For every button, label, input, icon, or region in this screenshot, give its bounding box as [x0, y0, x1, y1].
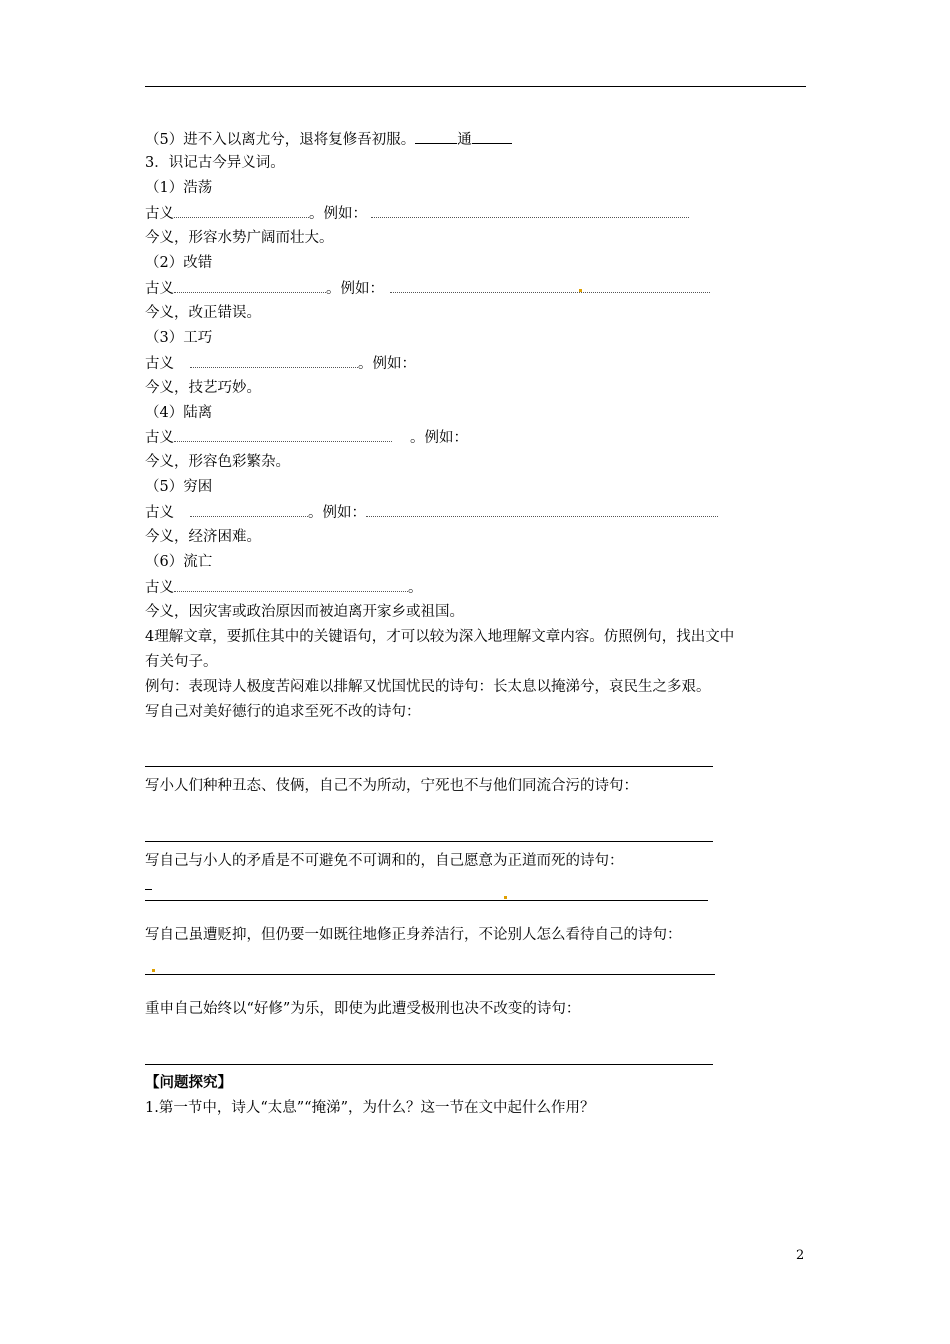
item5-blank-2[interactable] [472, 129, 512, 144]
ink-mark [579, 289, 582, 292]
header-rule [145, 86, 806, 87]
q4-intro-line1: 4理解文章，要抓住其中的关键语句，才可以较为深入地理解文章内容。仿照例句，找出文中 [145, 629, 735, 645]
page-number: 2 [796, 1248, 805, 1263]
term-5-head: （5）穷困 [145, 479, 213, 495]
term-2-head: （2）改错 [145, 255, 213, 271]
ink-mark [152, 969, 155, 972]
answer-line-2[interactable] [145, 841, 713, 842]
q4-prompt-5: 重申自己始终以“好修”为乐，即使为此遭受极刑也决不改变的诗句： [145, 1001, 581, 1017]
term-2-li-blank[interactable] [390, 279, 710, 293]
answer-line-5[interactable] [145, 1064, 713, 1065]
gu-label: 古义 [145, 206, 174, 222]
explore-title: 【问题探究】 [145, 1075, 232, 1091]
term-3-gu-line: 古义 。例如： [145, 356, 416, 372]
answer-line-1[interactable] [145, 766, 713, 767]
term-2-jin: 今义，改正错误。 [145, 305, 261, 321]
q4-prompt-4: 写自己虽遭贬抑，但仍要一如既往地修正身养洁行，不论别人怎么看待自己的诗句： [145, 927, 682, 943]
answer-line-3-stub [145, 889, 152, 890]
term-5-gu-line: 古义 。例如： [145, 503, 718, 522]
q4-prompt-2: 写小人们种种丑态、伎俩，自己不为所动，宁死也不与他们同流合污的诗句： [145, 778, 638, 794]
q4-prompt-1: 写自己对美好德行的追求至死不改的诗句： [145, 704, 421, 720]
term-5-li-blank[interactable] [366, 503, 718, 517]
item5-blank-1[interactable] [415, 129, 457, 144]
q4-prompt-3: 写自己与小人的矛盾是不可避免不可调和的，自己愿意为正道而死的诗句： [145, 853, 624, 869]
term-5-jin: 今义，经济困难。 [145, 529, 261, 545]
q3-title: 3．识记古今异义词。 [145, 155, 285, 171]
term-1-gu-line [145, 204, 689, 223]
term-4-gu-line: 古义 。例如： [145, 430, 468, 446]
term-1-jin: 今义，形容水势广阔而壮大。 [145, 230, 334, 246]
term-5-gu-blank[interactable] [190, 503, 308, 517]
term-1-gu-blank[interactable] [174, 204, 309, 218]
term-3-head: （3）工巧 [145, 330, 213, 346]
li-label: 。例如： [309, 206, 367, 222]
q4-intro-line2: 有关句子。 [145, 654, 218, 670]
explore-question-1: 1.第一节中，诗人“太息”“掩涕”，为什么？这一节在文中起什么作用？ [145, 1100, 595, 1116]
term-6-gu-line: 古义 。 [145, 580, 423, 596]
term-3-gu-blank[interactable] [190, 354, 358, 368]
ink-mark [504, 896, 507, 899]
term-4-head: （4）陆离 [145, 405, 213, 421]
term-1-li-blank[interactable] [371, 204, 689, 218]
term-2-gu-blank[interactable] [174, 279, 326, 293]
q4-example: 例句：表现诗人极度苦闷难以排解又忧国忧民的诗句：长太息以掩涕兮，哀民生之多艰。 [145, 679, 711, 695]
term-6-gu-blank[interactable] [174, 578, 408, 592]
answer-line-3[interactable] [145, 900, 708, 901]
term-3-jin: 今义，技艺巧妙。 [145, 380, 261, 396]
term-1-head: （1）浩荡 [145, 180, 213, 196]
answer-line-4[interactable] [145, 974, 715, 975]
term-4-gu-blank[interactable] [174, 428, 392, 442]
item5-text: （5）进不入以离尤兮，退将复修吾初服。 [145, 132, 416, 148]
item5-tong: 通 [457, 132, 472, 148]
item5-line [145, 129, 512, 149]
term-6-head: （6）流亡 [145, 554, 213, 570]
term-4-jin: 今义，形容色彩繁杂。 [145, 454, 290, 470]
term-6-jin: 今义，因灾害或政治原因而被迫离开家乡或祖国。 [145, 604, 464, 620]
term-2-gu-line: 古义 。例如： [145, 279, 710, 298]
